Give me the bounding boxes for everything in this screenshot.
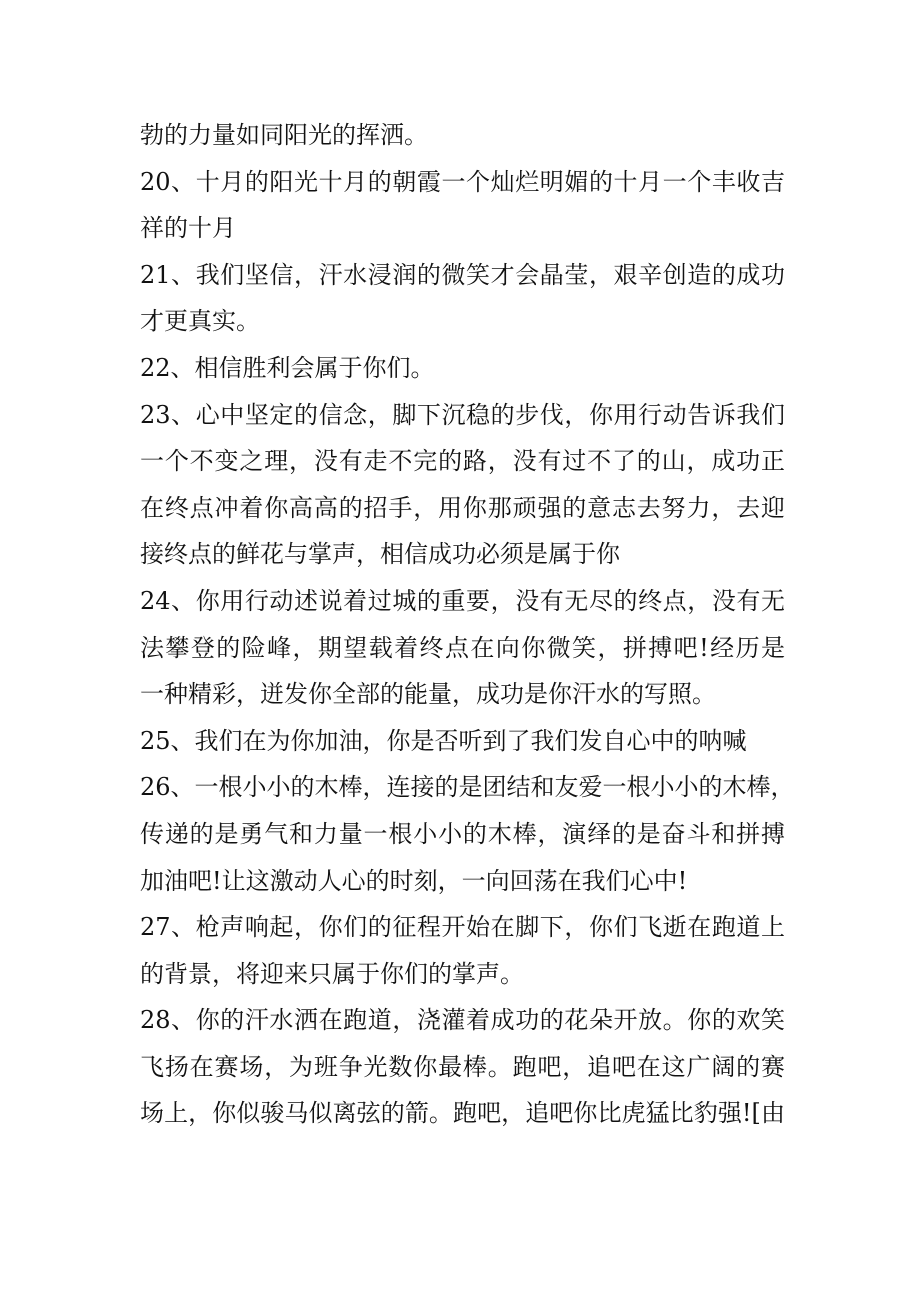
text-line: 23、心中坚定的信念，脚下沉稳的步伐，你用行动告诉我们 [140,400,785,429]
text-line: 传递的是勇气和力量一根小小的木棒，演绎的是奋斗和拼搏 [140,819,785,848]
text-line: 才更真实。 [140,307,260,336]
text-line: 场上，你似骏马似离弦的箭。跑吧，追吧你比虎猛比豹强![由 [140,1099,785,1128]
text-line: 21、我们坚信，汗水浸润的微笑才会晶莹，艰辛创造的成功 [140,260,785,289]
text-line: 加油吧!让这激动人心的时刻，一向回荡在我们心中! [140,866,688,895]
text-line: 24、你用行动述说着过城的重要，没有无尽的终点，没有无 [140,586,785,615]
text-line: 一种精彩，迸发你全部的能量，成功是你汗水的写照。 [140,680,716,709]
body-text [140,112,795,1137]
text-line: 27、枪声响起，你们的征程开始在脚下，你们飞逝在跑道上 [140,913,785,942]
text-line: 22、相信胜利会属于你们。 [140,353,435,382]
text-line: 在终点冲着你高高的招手，用你那顽强的意志去努力，去迎 [140,493,785,522]
text-line: 接终点的鲜花与掌声，相信成功必须是属于你 [140,540,620,569]
text-line: 26、一根小小的木棒，连接的是团结和友爱一根小小的木棒， [140,773,795,802]
text-line: 祥的十月 [140,214,236,243]
text-line: 28、你的汗水洒在跑道，浇灌着成功的花朵开放。你的欢笑 [140,1006,785,1035]
text-line: 法攀登的险峰，期望载着终点在向你微笑，拼搏吧!经历是 [140,633,785,662]
text-line: 25、我们在为你加油，你是否听到了我们发自心中的呐喊 [140,726,747,755]
text-line: 一个不变之理，没有走不完的路，没有过不了的山，成功正 [140,447,785,476]
text-line: 20、十月的阳光十月的朝霞一个灿烂明媚的十月一个丰收吉 [140,167,785,196]
text-line: 的背景，将迎来只属于你们的掌声。 [140,959,524,988]
text-line: 勃的力量如同阳光的挥洒。 [140,121,428,149]
text-line: 飞扬在赛场，为班争光数你最棒。跑吧，追吧在这广阔的赛 [140,1052,785,1081]
